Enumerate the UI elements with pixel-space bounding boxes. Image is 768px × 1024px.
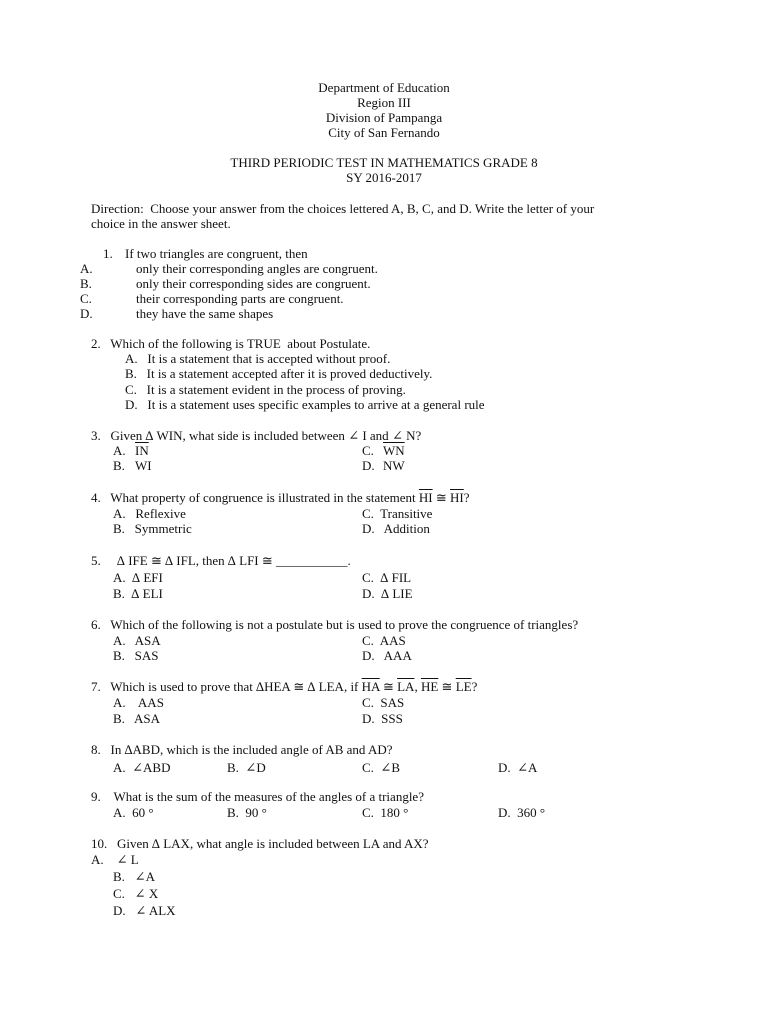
q1-stem: If two triangles are congruent, then [125, 246, 308, 261]
q1-choice-c: their corresponding parts are congruent. [136, 291, 344, 306]
segment-le: $\overline{LE}$ [455, 679, 472, 694]
q7-stem-text: 7. Which is used to prove that ∆HEA ≅ ∆ LEA, if [91, 679, 362, 694]
congruent-symbol: ≅ [379, 679, 398, 694]
q5-choice-a: A. ∆ EFI [113, 570, 163, 585]
direction-line-1: Direction: Choose your answer from the choices lettered A, B, C, and D. Write the letter of your [91, 201, 595, 216]
q4-question-mark: ? [463, 490, 470, 505]
comma: , [414, 679, 421, 694]
q5-choice-c: C. ∆ FIL [362, 570, 412, 585]
q3-stem-text: 3. Given ∆ WIN, what side is included between [91, 428, 349, 443]
q4-stem-text: 4. What property of congruence is illustrated in the statement [91, 490, 419, 505]
q8-stem: 8. In ∆ABD, which is the included angle of AB and AD? [91, 742, 393, 757]
q1-choice-c-letter: C. [80, 291, 92, 306]
q7-choice-d: D. SSS [362, 711, 403, 726]
q6-choice-a: A. ASA [113, 633, 161, 648]
q3-choice-c-segment: $\overline{WN}$ [383, 443, 405, 458]
q2-stem: 2. Which of the following is TRUE about Postulate. [91, 336, 371, 351]
angle-i: ∠ I and [348, 428, 392, 443]
q3-stem [91, 428, 421, 443]
q10-choice-d: D. ∠ ALX [113, 903, 176, 918]
segment-la: $\overline{LA}$ [397, 679, 415, 694]
q7-choice-a: A. AAS [113, 695, 164, 710]
q1-choice-a-letter: A. [80, 261, 93, 276]
q8-choice-c: C. ∠B [362, 760, 400, 775]
q10-choice-c: C. ∠ X [113, 886, 159, 901]
q6-choice-c: C. AAS [362, 633, 406, 648]
header-region: Region III [357, 95, 411, 110]
q3-choice-b-letter: B. [113, 458, 125, 473]
q1-choice-d-letter: D. [80, 306, 93, 321]
q1-choice-a: only their corresponding angles are congruent. [136, 261, 378, 276]
q8-choice-d: D. ∠A [498, 760, 538, 775]
q7-question-mark: ? [471, 679, 478, 694]
header-department: Department of Education [318, 80, 450, 95]
q9-choice-b: B. 90 ° [227, 805, 267, 820]
segment-hi-1: $\overline{HI}$ [418, 490, 433, 505]
q2-choice-c: C. It is a statement evident in the process of proving. [125, 382, 406, 397]
q7-stem [91, 679, 477, 694]
q3-choice-d-letter: D. [362, 458, 375, 473]
q1-choice-d: they have the same shapes [136, 306, 274, 321]
q6-choice-d: D. AAA [362, 648, 412, 663]
q6-stem: 6. Which of the following is not a postulate but is used to prove the congruence of triangles? [91, 617, 579, 632]
congruent-symbol: ≅ [432, 490, 451, 505]
q6-choice-b: B. SAS [113, 648, 159, 663]
q3-choice-c-letter: C. [362, 443, 374, 458]
q1-choice-b: only their corresponding sides are congruent. [136, 276, 371, 291]
q3-choice-b: WI [135, 458, 152, 473]
segment-hi-2: $\overline{HI}$ [450, 490, 464, 505]
q5-stem: 5. ∆ IFE ≅ ∆ IFL, then ∆ LFI ≅ ___________. [91, 553, 351, 568]
header-city: City of San Fernando [328, 125, 440, 140]
q4-choice-d: D. Addition [362, 521, 430, 536]
q5-choice-b: B. ∆ ELI [113, 586, 163, 601]
q2-choice-a: A. It is a statement that is accepted without proof. [125, 351, 391, 366]
segment-he: $\overline{HE}$ [420, 679, 439, 694]
q4-choice-a: A. Reflexive [113, 506, 186, 521]
q5-choice-d: D. ∆ LIE [362, 586, 413, 601]
q3-choice-d: NW [383, 458, 405, 473]
q8-choice-a: A. ∠ABD [113, 760, 171, 775]
header-division: Division of Pampanga [325, 110, 443, 125]
q1-number: 1. [103, 246, 113, 261]
school-year: SY 2016-2017 [346, 170, 422, 185]
q7-choice-c: C. SAS [362, 695, 405, 710]
q10-choice-b: B. ∠A [113, 869, 155, 884]
q7-choice-b: B. ASA [113, 711, 160, 726]
q2-choice-d: D. It is a statement uses specific examples to arrive at a general rule [125, 397, 485, 412]
q9-choice-d: D. 360 ° [498, 805, 546, 820]
q1-choice-b-letter: B. [80, 276, 92, 291]
q4-choice-c: C. Transitive [362, 506, 433, 521]
direction-line-2: choice in the answer sheet. [91, 216, 231, 231]
congruent-symbol: ≅ [438, 679, 456, 694]
q10-choice-a: A. ∠ L [91, 852, 139, 867]
q8-choice-b: B. ∠D [227, 760, 266, 775]
q10-stem: 10. Given ∆ LAX, what angle is included between LA and AX? [91, 836, 429, 851]
q9-choice-a: A. 60 ° [113, 805, 154, 820]
q3-choice-a-segment: $\overline{IN}$ [135, 443, 149, 458]
q9-choice-c: C. 180 ° [362, 805, 409, 820]
q4-stem [91, 490, 470, 505]
q4-choice-b: B. Symmetric [113, 521, 192, 536]
q2-choice-b: B. It is a statement accepted after it is proved deductively. [125, 366, 433, 381]
q9-stem: 9. What is the sum of the measures of the angles of a triangle? [91, 789, 424, 804]
test-title: THIRD PERIODIC TEST IN MATHEMATICS GRADE 8 [230, 155, 538, 170]
segment-ha: $\overline{HA}$ [361, 679, 380, 694]
q3-choice-a-letter: A. [113, 443, 126, 458]
angle-n: ∠ N? [391, 428, 422, 443]
